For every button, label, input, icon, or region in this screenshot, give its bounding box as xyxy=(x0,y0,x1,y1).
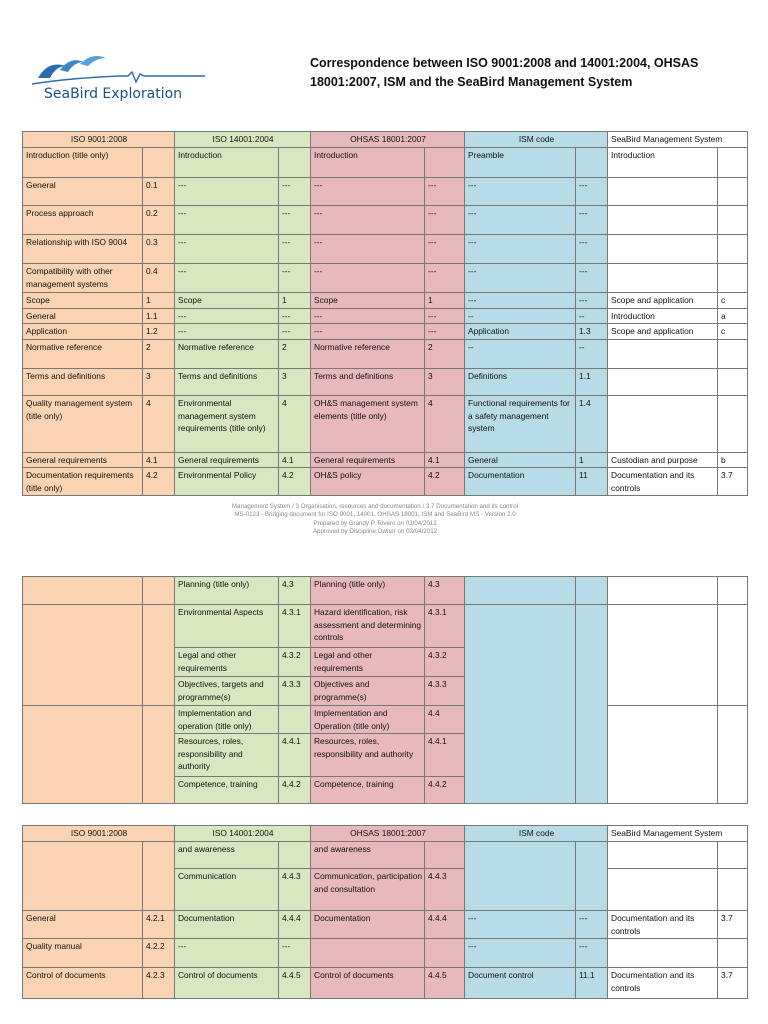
cell: 2 xyxy=(143,340,175,369)
cell: --- xyxy=(425,264,465,293)
cell: General xyxy=(23,309,143,324)
cell: 2 xyxy=(425,340,465,369)
cell xyxy=(608,706,718,804)
cell: Documentation requirements (title only) xyxy=(23,468,143,496)
cell: Preamble xyxy=(465,148,576,178)
cell xyxy=(718,340,748,369)
cell: General requirements xyxy=(311,453,425,468)
cell xyxy=(718,842,748,869)
cell: -- xyxy=(465,309,576,324)
cell: Quality management system (title only) xyxy=(23,396,143,453)
cell: --- xyxy=(311,264,425,293)
cell: Normative reference xyxy=(311,340,425,369)
cell: Custodian and purpose xyxy=(608,453,718,468)
cell: Terms and definitions xyxy=(311,369,425,396)
cell: 3.7 xyxy=(718,968,748,999)
cell: b xyxy=(718,453,748,468)
header-ohsas: OHSAS 18001:2007 xyxy=(311,132,465,148)
cell xyxy=(608,369,718,396)
cell: Terms and definitions xyxy=(23,369,143,396)
header-seabird: SeaBird Management System xyxy=(608,132,748,148)
cell: -- xyxy=(576,309,608,324)
cell: Functional requirements for a safety management system xyxy=(465,396,576,453)
cell xyxy=(608,340,718,369)
cell: Environmental Aspects xyxy=(175,605,279,648)
cell: c xyxy=(718,324,748,340)
cell: Control of documents xyxy=(311,968,425,999)
cell xyxy=(718,148,748,178)
cell xyxy=(718,369,748,396)
cell: 2 xyxy=(279,340,311,369)
table-row xyxy=(23,605,748,648)
cell xyxy=(23,842,143,911)
cell xyxy=(576,842,608,911)
table-header-row xyxy=(23,132,748,148)
cell xyxy=(718,869,748,911)
cell: Implementation and operation (title only) xyxy=(175,706,279,734)
cell: -- xyxy=(465,340,576,369)
cell xyxy=(718,206,748,235)
cell: --- xyxy=(465,264,576,293)
cell: Introduction xyxy=(608,309,718,324)
cell: --- xyxy=(279,309,311,324)
cell: 1.1 xyxy=(576,369,608,396)
cell: --- xyxy=(425,309,465,324)
wave-line xyxy=(32,72,205,84)
cell xyxy=(23,577,143,605)
cell: 3 xyxy=(425,369,465,396)
cell xyxy=(718,178,748,206)
cell: 3.7 xyxy=(718,911,748,939)
cell: 4.2 xyxy=(425,468,465,496)
cell: --- xyxy=(425,206,465,235)
header-ohsas: OHSAS 18001:2007 xyxy=(311,826,465,842)
cell xyxy=(425,148,465,178)
cell: --- xyxy=(311,235,425,264)
cell: Introduction xyxy=(311,148,425,178)
header-iso9001: ISO 9001:2008 xyxy=(23,826,175,842)
cell: 4.3.2 xyxy=(425,648,465,677)
cell: Objectives, targets and programme(s) xyxy=(175,677,279,706)
cell: Resources, roles, responsibility and authority xyxy=(311,734,425,777)
cell: --- xyxy=(175,309,279,324)
cell: 1.2 xyxy=(143,324,175,340)
cell: --- xyxy=(175,178,279,206)
cell: Introduction xyxy=(608,148,718,178)
cell: 4 xyxy=(279,396,311,453)
cell: 4.1 xyxy=(143,453,175,468)
cell xyxy=(608,264,718,293)
cell xyxy=(23,706,143,804)
cell xyxy=(608,577,718,605)
cell: Documentation xyxy=(465,468,576,496)
cell xyxy=(279,148,311,178)
cell: OH&S policy xyxy=(311,468,425,496)
cell: 0.2 xyxy=(143,206,175,235)
footer-line: Approved by Discipline Owner on 03/04/2012 xyxy=(312,527,438,535)
cell: --- xyxy=(576,939,608,968)
cell: General xyxy=(465,453,576,468)
cell: --- xyxy=(576,264,608,293)
cell: Introduction xyxy=(175,148,279,178)
cell: Environmental Policy xyxy=(175,468,279,496)
table-row xyxy=(23,235,748,264)
cell: --- xyxy=(425,178,465,206)
cell: 4.2.1 xyxy=(143,911,175,939)
cell xyxy=(608,842,718,869)
cell xyxy=(608,206,718,235)
cell: 4.3.3 xyxy=(279,677,311,706)
cell: 0.4 xyxy=(143,264,175,293)
cell: General xyxy=(23,178,143,206)
cell: a xyxy=(718,309,748,324)
cell: 4 xyxy=(143,396,175,453)
cell: Normative reference xyxy=(175,340,279,369)
cell: Application xyxy=(465,324,576,340)
cell: Objectives and programme(s) xyxy=(311,677,425,706)
cell: Documentation and its controls xyxy=(608,968,718,999)
cell xyxy=(718,939,748,968)
header-iso14001: ISO 14001:2004 xyxy=(175,132,311,148)
cell: 4.1 xyxy=(279,453,311,468)
header-iso9001: ISO 9001:2008 xyxy=(23,132,175,148)
cell: Process approach xyxy=(23,206,143,235)
cell: Scope xyxy=(311,293,425,309)
cell: --- xyxy=(279,324,311,340)
cell xyxy=(608,396,718,453)
cell: 4.4.4 xyxy=(279,911,311,939)
cell xyxy=(718,577,748,605)
cell: Competence, training xyxy=(311,777,425,804)
cell: Terms and definitions xyxy=(175,369,279,396)
cell xyxy=(608,178,718,206)
cell xyxy=(718,396,748,453)
cell: 0.1 xyxy=(143,178,175,206)
table-row xyxy=(23,369,748,396)
cell: 4.1 xyxy=(425,453,465,468)
cell: General requirements xyxy=(175,453,279,468)
cell: Quality manual xyxy=(23,939,143,968)
cell: Application xyxy=(23,324,143,340)
cell: Control of documents xyxy=(175,968,279,999)
cell: c xyxy=(718,293,748,309)
cell: --- xyxy=(279,235,311,264)
logo-text: SeaBird Exploration xyxy=(44,86,183,102)
cell: 4.3 xyxy=(279,577,311,605)
cell xyxy=(425,842,465,869)
cell: Documentation and its controls xyxy=(608,911,718,939)
header-iso14001: ISO 14001:2004 xyxy=(175,826,311,842)
cell: Planning (title only) xyxy=(311,577,425,605)
cell: --- xyxy=(175,324,279,340)
cell: --- xyxy=(175,264,279,293)
cell: 1.3 xyxy=(576,324,608,340)
cell: Scope and application xyxy=(608,324,718,340)
cell: --- xyxy=(576,293,608,309)
cell: 1 xyxy=(425,293,465,309)
cell: 4.4.2 xyxy=(279,777,311,804)
table-row xyxy=(23,911,748,939)
cell xyxy=(718,605,748,706)
cell: --- xyxy=(465,911,576,939)
cell xyxy=(425,939,465,968)
table-2 xyxy=(22,576,748,804)
cell: 11 xyxy=(576,468,608,496)
cell: 1 xyxy=(576,453,608,468)
table-row xyxy=(23,577,748,605)
cell: 4.4.2 xyxy=(425,777,465,804)
footer-line: Management System / 3 Organisation, resources and documentation / 3.7 Documentation and its control xyxy=(231,503,519,510)
table-row xyxy=(23,453,748,468)
cell xyxy=(608,235,718,264)
cell: --- xyxy=(425,235,465,264)
cell: --- xyxy=(465,939,576,968)
cell: 4.4.3 xyxy=(279,869,311,911)
table-row xyxy=(23,264,748,293)
cell: 4.2.3 xyxy=(143,968,175,999)
cell xyxy=(465,577,576,605)
cell: 4.4.5 xyxy=(279,968,311,999)
cell: Legal and other requirements xyxy=(311,648,425,677)
footer-line: MS-0123 - Bridging document for ISO 9001, 14001, OHSAS 18001, ISM and SeaBird MS - Version 2.0 xyxy=(234,511,516,519)
cell: Document control xyxy=(465,968,576,999)
cell: Introduction (title only) xyxy=(23,148,143,178)
cell: --- xyxy=(175,206,279,235)
cell: 4.4.3 xyxy=(425,869,465,911)
cell: 4.3 xyxy=(425,577,465,605)
table-row xyxy=(23,148,748,178)
cell: 3.7 xyxy=(718,468,748,496)
table-row xyxy=(23,206,748,235)
cell: 4.4 xyxy=(425,706,465,734)
cell: --- xyxy=(576,206,608,235)
cell: --- xyxy=(465,178,576,206)
table-row xyxy=(23,293,748,309)
cell: --- xyxy=(279,178,311,206)
bird-icon xyxy=(80,56,106,66)
cell: 4.4.1 xyxy=(279,734,311,777)
cell: 1 xyxy=(143,293,175,309)
cell: 11.1 xyxy=(576,968,608,999)
cell: 4.2 xyxy=(279,468,311,496)
cell: Scope xyxy=(175,293,279,309)
cell xyxy=(576,148,608,178)
cell: --- xyxy=(279,939,311,968)
cell xyxy=(718,264,748,293)
cell xyxy=(143,577,175,605)
cell xyxy=(718,706,748,804)
cell xyxy=(279,706,311,734)
cell: 1 xyxy=(279,293,311,309)
cell xyxy=(279,842,311,869)
cell: 3 xyxy=(279,369,311,396)
cell: Legal and other requirements xyxy=(175,648,279,677)
cell: 4.3.1 xyxy=(279,605,311,648)
bird-icon xyxy=(60,60,84,72)
cell: --- xyxy=(465,235,576,264)
table-row xyxy=(23,842,748,869)
table-row xyxy=(23,468,748,496)
cell: Scope and application xyxy=(608,293,718,309)
cell xyxy=(465,842,576,911)
table-header-row xyxy=(23,826,748,842)
cell: 4.2 xyxy=(143,468,175,496)
table-row xyxy=(23,706,748,734)
cell: --- xyxy=(311,309,425,324)
page-footer xyxy=(22,503,728,536)
cell: --- xyxy=(311,206,425,235)
table-row xyxy=(23,324,748,340)
cell xyxy=(576,605,608,804)
cell: 4.2.2 xyxy=(143,939,175,968)
cell: and awareness xyxy=(175,842,279,869)
cell xyxy=(143,605,175,706)
cell: --- xyxy=(279,206,311,235)
cell xyxy=(718,235,748,264)
table-row xyxy=(23,309,748,324)
table-3 xyxy=(22,825,748,999)
cell xyxy=(311,939,425,968)
table-1 xyxy=(22,131,748,496)
cell: Planning (title only) xyxy=(175,577,279,605)
cell: General requirements xyxy=(23,453,143,468)
cell: 0.3 xyxy=(143,235,175,264)
cell: Competence, training xyxy=(175,777,279,804)
cell: --- xyxy=(311,324,425,340)
cell: 3 xyxy=(143,369,175,396)
cell: Definitions xyxy=(465,369,576,396)
cell: 4 xyxy=(425,396,465,453)
cell xyxy=(143,842,175,911)
cell: 4.4.5 xyxy=(425,968,465,999)
cell: Scope xyxy=(23,293,143,309)
cell: Documentation xyxy=(175,911,279,939)
cell xyxy=(608,605,718,706)
cell xyxy=(143,148,175,178)
cell: Normative reference xyxy=(23,340,143,369)
cell: Hazard identification, risk assessment and determining controls xyxy=(311,605,425,648)
cell: --- xyxy=(576,178,608,206)
cell: 4.4.1 xyxy=(425,734,465,777)
cell: --- xyxy=(425,324,465,340)
bird-icon xyxy=(38,65,66,79)
cell: Resources, roles, responsibility and authority xyxy=(175,734,279,777)
cell: --- xyxy=(576,911,608,939)
cell xyxy=(465,605,576,804)
cell xyxy=(143,706,175,804)
cell: --- xyxy=(279,264,311,293)
header-seabird: SeaBird Management System xyxy=(608,826,748,842)
cell: Control of documents xyxy=(23,968,143,999)
cell: 1.1 xyxy=(143,309,175,324)
cell: 4.3.2 xyxy=(279,648,311,677)
cell: Compatibility with other management systems xyxy=(23,264,143,293)
cell xyxy=(608,869,718,911)
cell: --- xyxy=(311,178,425,206)
cell xyxy=(576,577,608,605)
table-row xyxy=(23,939,748,968)
cell: Communication, participation and consultation xyxy=(311,869,425,911)
cell: General xyxy=(23,911,143,939)
header-ism: ISM code xyxy=(465,826,608,842)
cell: --- xyxy=(175,235,279,264)
cell xyxy=(608,939,718,968)
table-row xyxy=(23,968,748,999)
cell: 4.4.4 xyxy=(425,911,465,939)
cell: Communication xyxy=(175,869,279,911)
cell: -- xyxy=(576,340,608,369)
footer-line: Prepared by Grandy P. Rivero on 03/04/2012 xyxy=(313,519,437,527)
cell: --- xyxy=(465,206,576,235)
cell: OH&S management system elements (title only) xyxy=(311,396,425,453)
cell: 4.3.3 xyxy=(425,677,465,706)
cell xyxy=(23,605,143,706)
cell: Relationship with ISO 9004 xyxy=(23,235,143,264)
cell: --- xyxy=(576,235,608,264)
cell: 4.3.1 xyxy=(425,605,465,648)
cell: 1.4 xyxy=(576,396,608,453)
cell: --- xyxy=(175,939,279,968)
cell: Implementation and Operation (title only) xyxy=(311,706,425,734)
cell: --- xyxy=(465,293,576,309)
cell: Documentation and its controls xyxy=(608,468,718,496)
cell: and awareness xyxy=(311,842,425,869)
cell: Documentation xyxy=(311,911,425,939)
table-row xyxy=(23,178,748,206)
table-row xyxy=(23,396,748,453)
table-row xyxy=(23,340,748,369)
header-ism: ISM code xyxy=(465,132,608,148)
cell: Environmental management system requirements (title only) xyxy=(175,396,279,453)
page-title: Correspondence between ISO 9001:2008 and 14001:2004, OHSAS 18001:2007, ISM and the SeaBird Management System xyxy=(310,56,699,89)
